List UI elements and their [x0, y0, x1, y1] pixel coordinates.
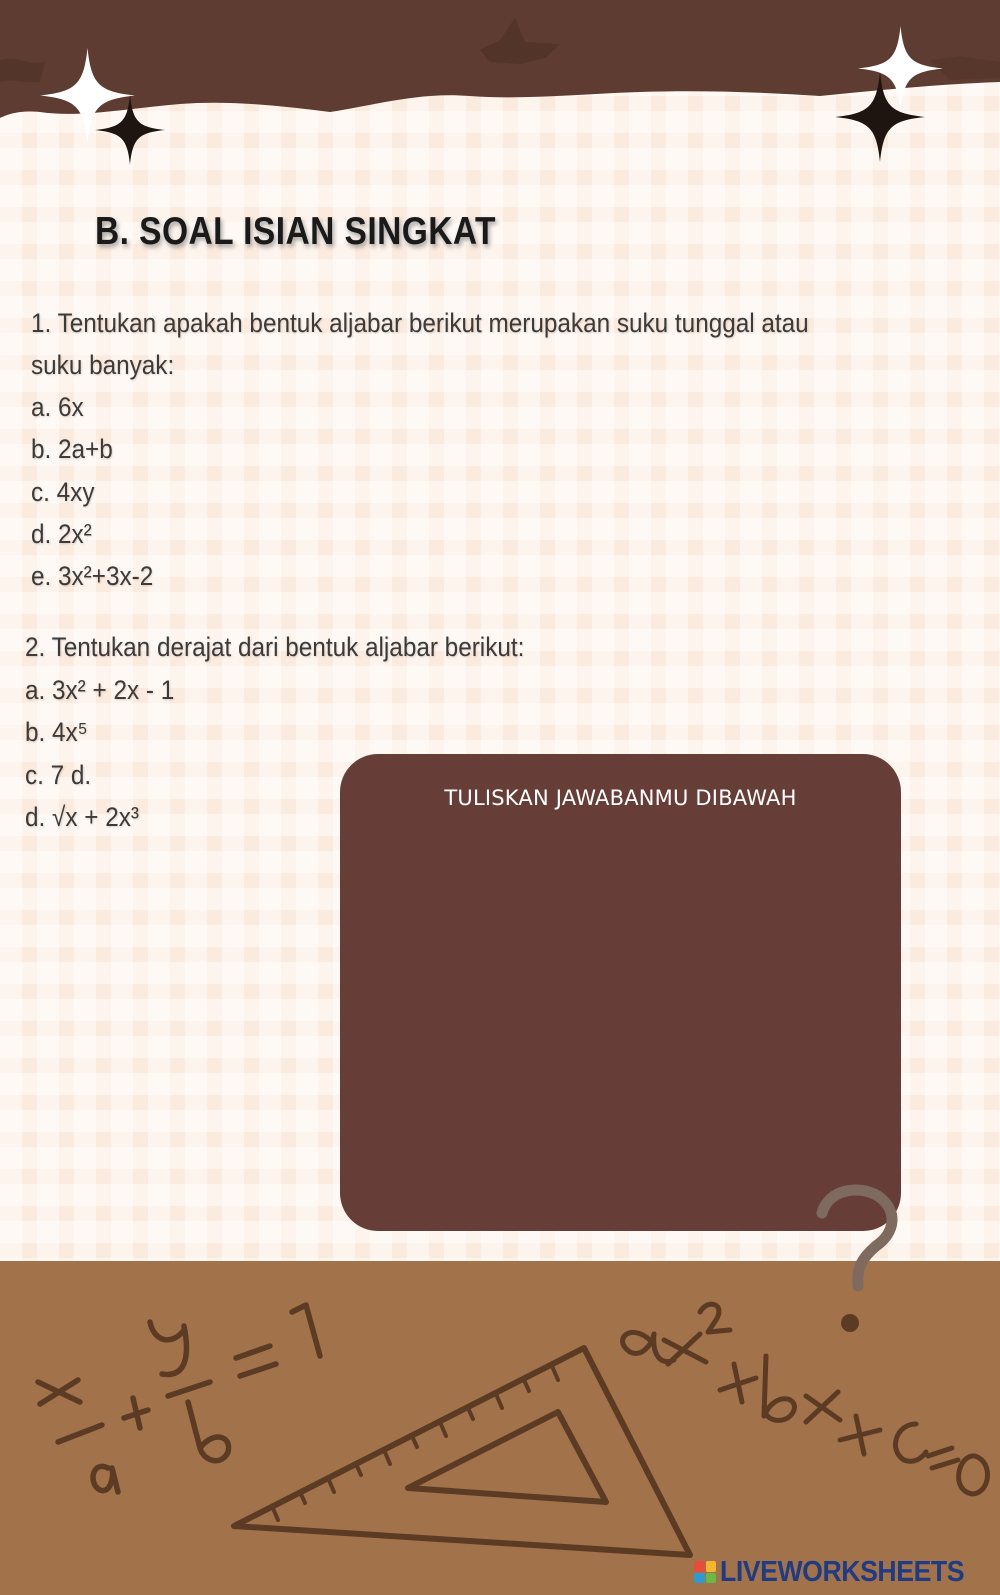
question-mark-dot	[841, 1314, 859, 1332]
triangle-ruler-icon	[234, 1348, 690, 1555]
answer-box[interactable]	[340, 754, 901, 1231]
sparkle-icon	[835, 72, 925, 162]
liveworksheets-logo-mark-icon	[694, 1561, 716, 1583]
question-1-option-b: b. 2a+b	[31, 434, 113, 464]
bottom-decoration-art	[0, 1170, 1000, 1595]
question-2-option-b: b. 4x⁵	[25, 717, 88, 747]
question-2-option-c: c. 7 d.	[25, 760, 92, 790]
question-1-option-a: a. 6x	[31, 392, 84, 422]
page-title: B. SOAL ISIAN SINGKAT	[95, 210, 496, 253]
liveworksheets-logo[interactable]	[694, 1557, 985, 1587]
sparkle-icon	[95, 95, 165, 165]
question-2-prompt: 2. Tentukan derajat dari bentuk aljabar berikut:	[25, 632, 525, 662]
question-mark-icon	[822, 1190, 892, 1286]
answer-box-label: TULISKAN JAWABANMU DIBAWAH	[444, 786, 797, 810]
question-1-prompt-line-2: suku banyak:	[31, 350, 175, 380]
question-1-option-e: e. 3x²+3x-2	[31, 561, 154, 591]
question-1-prompt-line-1: 1. Tentukan apakah bentuk aljabar berikut merupakan suku tunggal atau	[31, 308, 809, 338]
question-1-option-c: c. 4xy	[31, 477, 95, 507]
question-1-option-d: d. 2x²	[31, 519, 92, 549]
question-2-option-a: a. 3x² + 2x - 1	[25, 675, 175, 705]
question-2-option-d: d. √x + 2x³	[25, 802, 139, 832]
liveworksheets-logo-text: LIVEWORKSHEETS	[720, 1555, 965, 1588]
formula-intercept	[38, 1305, 320, 1492]
formula-quadratic	[623, 1304, 988, 1494]
